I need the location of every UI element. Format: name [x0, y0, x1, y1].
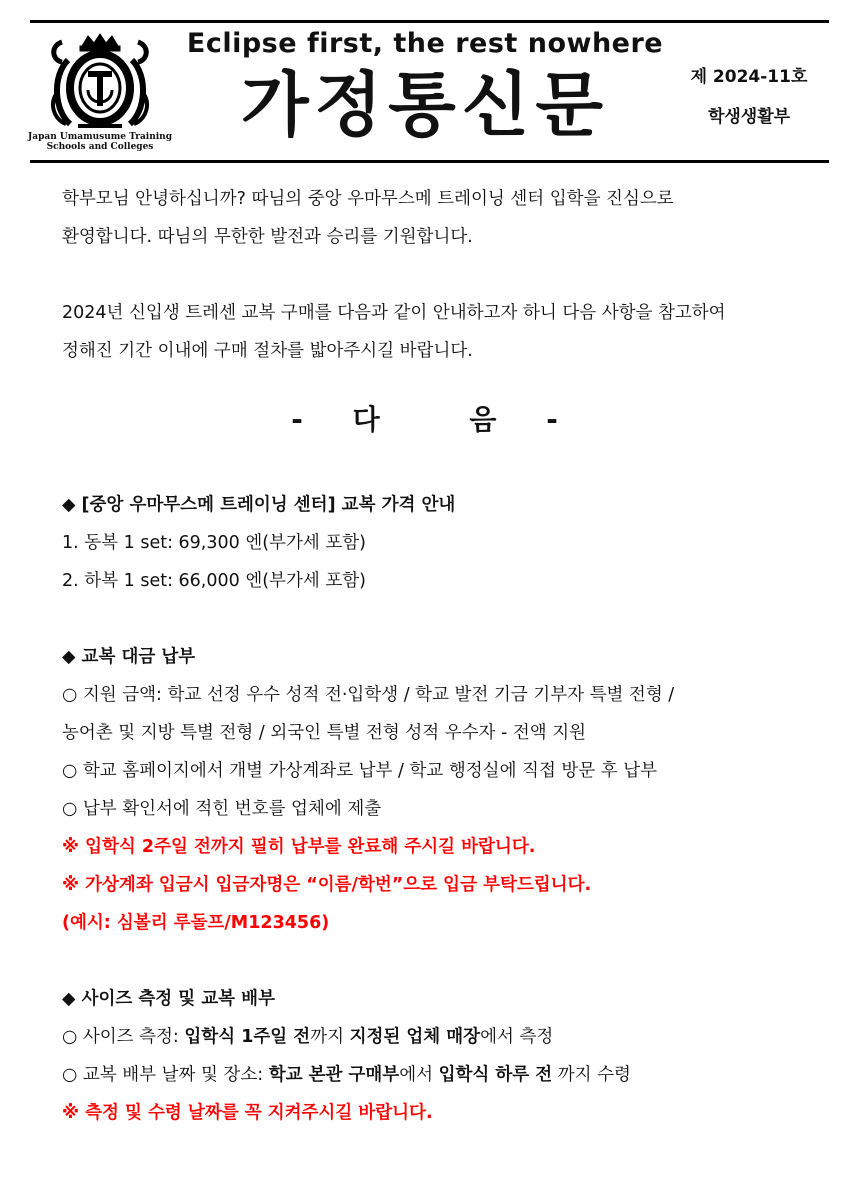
intro-line: 2024년 신입생 트레센 교복 구매를 다음과 같이 안내하고자 하니 다음 사항을 참고하여 — [62, 303, 726, 323]
logo-caption-line1: Japan Umamusume Training — [28, 132, 172, 142]
payment-line: ○ 납부 확인서에 적힌 번호를 업체에 제출 — [62, 799, 382, 819]
payment-warning: ※ 가상계좌 입금시 입금자명은 “이름/학번”으로 입금 부탁드립니다. — [62, 875, 592, 895]
school-logo — [20, 32, 180, 154]
distribution-line — [62, 1056, 822, 1094]
price-item-winter: 1. 동복 1 set: 69,300 엔(부가세 포함) — [62, 533, 366, 553]
size-measure-label: ○ 사이즈 측정: — [62, 1027, 185, 1047]
notice-dash-right: - — [546, 403, 558, 436]
notice-heading — [0, 392, 849, 448]
payment-line: ○ 지원 금액: 학교 선정 우수 성적 전·입학생 / 학교 발전 기금 기부자 특별 전형 / — [62, 685, 675, 705]
payment-example: (예시: 심볼리 루돌프/M123456) — [62, 913, 330, 933]
distribution-label: ○ 교복 배부 날짜 및 장소: — [62, 1065, 269, 1085]
issue-number: 제 2024-11호 — [690, 67, 808, 87]
crest-icon — [48, 32, 152, 130]
size-section-heading: ◆ 사이즈 측정 및 교복 배부 — [62, 989, 275, 1009]
size-measure-text: 까지 — [310, 1027, 350, 1047]
intro-line: 환영합니다. 따님의 무한한 발전과 승리를 기원합니다. — [62, 227, 473, 247]
distribution-place: 학교 본관 구매부 — [268, 1065, 400, 1085]
payment-line: ○ 학교 홈페이지에서 개별 가상계좌로 납부 / 학교 행정실에 직접 방문 후 납부 — [62, 761, 658, 781]
logo-caption-line2: Schools and Colleges — [46, 142, 154, 152]
size-measure-text: 에서 측정 — [480, 1027, 554, 1047]
notice-char-1: 다 — [352, 403, 380, 436]
distribution-text: 까지 수령 — [552, 1065, 631, 1085]
notice-char-2: 음 — [469, 403, 497, 436]
letter-body — [62, 180, 822, 1132]
page-title: 가정통신문 — [240, 64, 610, 146]
payment-warning: ※ 입학식 2주일 전까지 필히 납부를 완료해 주시길 바랍니다. — [62, 837, 536, 857]
issuing-department: 학생생활부 — [707, 107, 791, 127]
distribution-text: 에서 — [399, 1065, 439, 1085]
size-measure-line — [62, 1018, 822, 1056]
header-bottom-rule — [30, 160, 829, 163]
payment-section-heading: ◆ 교복 대금 납부 — [62, 647, 196, 667]
price-item-summer: 2. 하복 1 set: 66,000 엔(부가세 포함) — [62, 571, 366, 591]
size-measure-place: 지정된 업체 매장 — [349, 1027, 481, 1047]
school-motto: Eclipse first, the rest nowhere — [186, 28, 664, 59]
intro-line: 정해진 기간 이내에 구매 절차를 밟아주시길 바랍니다. — [62, 341, 473, 361]
distribution-deadline: 입학식 하루 전 — [438, 1065, 553, 1085]
size-warning: ※ 측정 및 수령 날짜를 꼭 지켜주시길 바랍니다. — [62, 1103, 433, 1123]
price-section-heading: ◆ [중앙 우마무스메 트레이닝 센터] 교복 가격 안내 — [62, 495, 456, 515]
intro-line: 학부모님 안녕하십니까? 따님의 중앙 우마무스메 트레이닝 센터 입학을 진심으로 — [62, 189, 674, 209]
payment-line: 농어촌 및 지방 특별 전형 / 외국인 특별 전형 성적 우수자 - 전액 지원 — [62, 723, 587, 743]
size-measure-deadline: 입학식 1주일 전 — [184, 1027, 311, 1047]
header-top-rule — [30, 20, 829, 23]
notice-dash-left: - — [291, 403, 303, 436]
